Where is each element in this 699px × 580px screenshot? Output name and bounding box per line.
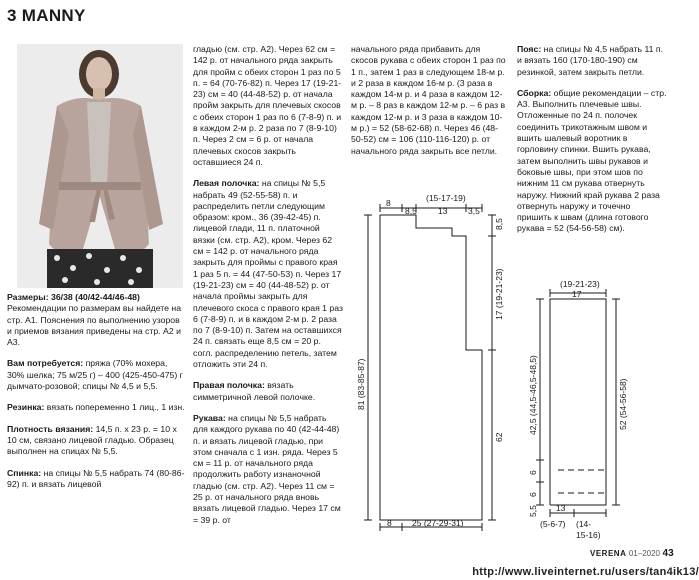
back-text: на спицы № 5,5 набрать 74 (80-86-92) п. и вязать лицевой (7, 467, 185, 489)
dim-top-4: 13 (438, 206, 448, 216)
footer (590, 548, 674, 559)
dim-left: 81 (83-85-87) (356, 358, 366, 410)
rib-text: вязать попеременно 1 лиц., 1 изн. (44, 402, 185, 413)
belt-text: на спицы № 4,5 набрать 11 п. и вязать 160 (170-180-190) см резинкой, затем закрыть петли. (517, 44, 663, 77)
sleeve-schematic (520, 275, 630, 555)
sizes-paragraph (7, 292, 185, 303)
materials-label: Вам потребуется: (7, 358, 84, 369)
sleeves-paragraph (193, 413, 343, 526)
assembly-text: общие рекомендации – стр. А3. Выполнить плечевые швы. Отложенные по 24 п. полочек соединить трикотажным швом и вшить шалевый воротник в горловину спинки. Вшить рукава, затем выполнить швы рукавов и боковые швы, при этом шов по нижним 11 см рукава отвернуть наружу. Нижний край рукава 2 раза отвернуть наружу и точечно пришить к швам (длина готового рукава = 52 (54-56-58) см). (517, 87, 667, 234)
sleeve-dim-bottom-1: 13 (556, 503, 566, 513)
gauge-label: Плотность вязания: (7, 423, 94, 434)
dim-bottom-2: 25 (27-29-31) (412, 518, 464, 528)
model-photo (17, 44, 183, 288)
sleeve-continued: начального ряда прибавить для скосов рукава с обеих сторон 1 раз по 1 п., затем 1 раз в следующем 18-м р. и 2 раза в каждом 16-м р. (3 раза в каждом 14-м р. и 4 раза в каждом 12-м р. – 8 раз в каждом 12-м р. – 6 раз в каждом 12-м р. и 3 раза в каждом 10-м р.) = 52 (58-62-68) п. Через 46 (48-50-52) см = 106 (110-116-120) р. от начального ряда закрыть все петли. (351, 44, 506, 156)
belt-paragraph (517, 44, 667, 78)
back-continued: гладью (см. стр. А2). Через 62 см = 142 р. от начального ряда закрыть для пройм с обеих сторон 1 раз по 5 п. = 64 (70-76-82) п. Через 17 (19-21-23) см = 40 (44-48-52) р. от начала пройм закрыть для плечевых скосов с обеих сторон 1 раз по 6 (7-8-9) п. и в каждом 2-м р. 2 раза по 7 (8-9-10) п. Через 2 см = 6 р. от начала плечевых скосов закрыть оставшиеся 24 п. (193, 44, 342, 167)
source-url: http://www.liveinternet.ru/users/tan4ik13/ (472, 566, 699, 578)
left-front-paragraph (193, 178, 343, 370)
footer-issue: 01–2020 (628, 549, 661, 558)
sizes-note: Рекомендации по размерам вы найдете на стр. А1. Пояснения по выполнению узоров и приемов вязания приведены на стр. А2 и А3. (7, 303, 182, 348)
body-outline (380, 215, 482, 520)
column-4 (517, 44, 667, 235)
dim-right-2: 17 (19-21-23) (494, 268, 504, 320)
model-photo-illustration (17, 44, 183, 288)
sleeve-dim-bottom-2: (5-6-7) (540, 519, 566, 529)
dim-right-3: 62 (494, 432, 504, 442)
column-2 (193, 44, 343, 526)
sleeve-dim-bottom-4: 15-16) (576, 530, 601, 540)
left-front-text: на спицы № 5,5 набрать 49 (52-55-58) п. и распределить петли следующим образом: кром., 36 (39-42-45) п. лицевой глади, 11 п. платочной вязки (см. стр. А2), кром. Через 62 см = 142 р. от начального ряда закрыть для проймы с правого края 1 раз 5 п. = 44 (47-50-53) п. Через 17 (19-21-23) см = 40 (44-48-52) р. от начала проймы закрыть для плечевого скоса с правого края 1 раз 6 (7-8-9) п. и в каждом 2-м р. 2 раза по 7 (8-9-10) п. Затем на оставшихся 24 п. связать еще 8,5 см = 20 р. согл. распределению петель, затем отложить эти 24 п. (193, 178, 343, 370)
dim-right-1: 8,5 (494, 218, 504, 230)
sizes-values: 36/38 (40/42-44/46-48) (48, 292, 140, 302)
assembly-paragraph (517, 88, 667, 235)
right-front-label: Правая полочка: (193, 380, 265, 391)
sleeve-dim-left-4: 5,5 (528, 505, 538, 517)
dim-top-5: 3,5 (468, 206, 480, 216)
dim-top-2: 8,5 (405, 206, 417, 216)
sleeve-dim-left-1: 42,5 (44,5-46,5-48,5) (528, 355, 538, 435)
back-paragraph (7, 468, 185, 491)
footer-brand: VERENA (590, 549, 627, 558)
pattern-title: 3 MANNY (7, 6, 86, 25)
gauge-paragraph (7, 424, 185, 458)
belt-label: Пояс: (517, 44, 542, 54)
column-1 (7, 292, 185, 490)
dim-top-1: 8 (386, 198, 391, 208)
sleeve-dim-top-1: (19-21-23) (560, 279, 600, 289)
sleeve-dim-right: 52 (54-56-58) (618, 378, 628, 430)
sleeve-dim-top-2: 17 (572, 289, 582, 299)
materials-paragraph (7, 358, 185, 392)
right-front-paragraph (193, 380, 343, 403)
sleeves-label: Рукава: (193, 412, 226, 423)
body-schematic (350, 190, 510, 535)
assembly-label: Сборка: (517, 87, 552, 98)
sizes-label: Размеры: (7, 292, 49, 302)
dim-top-3: (15-17-19) (426, 193, 466, 203)
right-front-text: вязать симметричной левой полочке. (193, 380, 316, 402)
back-label: Спинка: (7, 467, 42, 478)
rib-paragraph (7, 402, 185, 413)
sleeve-dim-left-2: 6 (528, 470, 538, 475)
gauge-text: 14,5 п. х 23 р. = 10 х 10 см, связано лицевой гладью. Образец выполнен на спицах № 5,5. (7, 423, 177, 457)
sleeve-outline (550, 299, 606, 505)
materials-text: пряжа (70% мохера, 30% шелка; 75 м/25 г) – 400 (425-450-475) г дымчато-розовой; спицы № 4,5 и 5,5. (7, 358, 183, 392)
sleeve-dim-left-3: 6 (528, 492, 538, 497)
sleeves-text: на спицы № 5,5 набрать для каждого рукава по 40 (42-44-48) п. и вязать лицевой гладью, при этом сначала с 1 изн. ряда. Через 5 см = 11 р. от начального ряда продолжить работу изнаночной гладью (см. стр. А2). Через 11 см = 25 р. от начального ряда вновь вязать лицевой гладью. Через 17 см = 39 р. от (193, 412, 341, 525)
rib-label: Резинка: (7, 402, 45, 413)
sleeve-dim-bottom-3: (14- (576, 519, 592, 529)
dim-bottom-1: 8 (387, 518, 392, 528)
footer-page: 43 (662, 548, 674, 559)
left-front-label: Левая полочка: (193, 178, 260, 189)
column-3 (351, 44, 506, 157)
